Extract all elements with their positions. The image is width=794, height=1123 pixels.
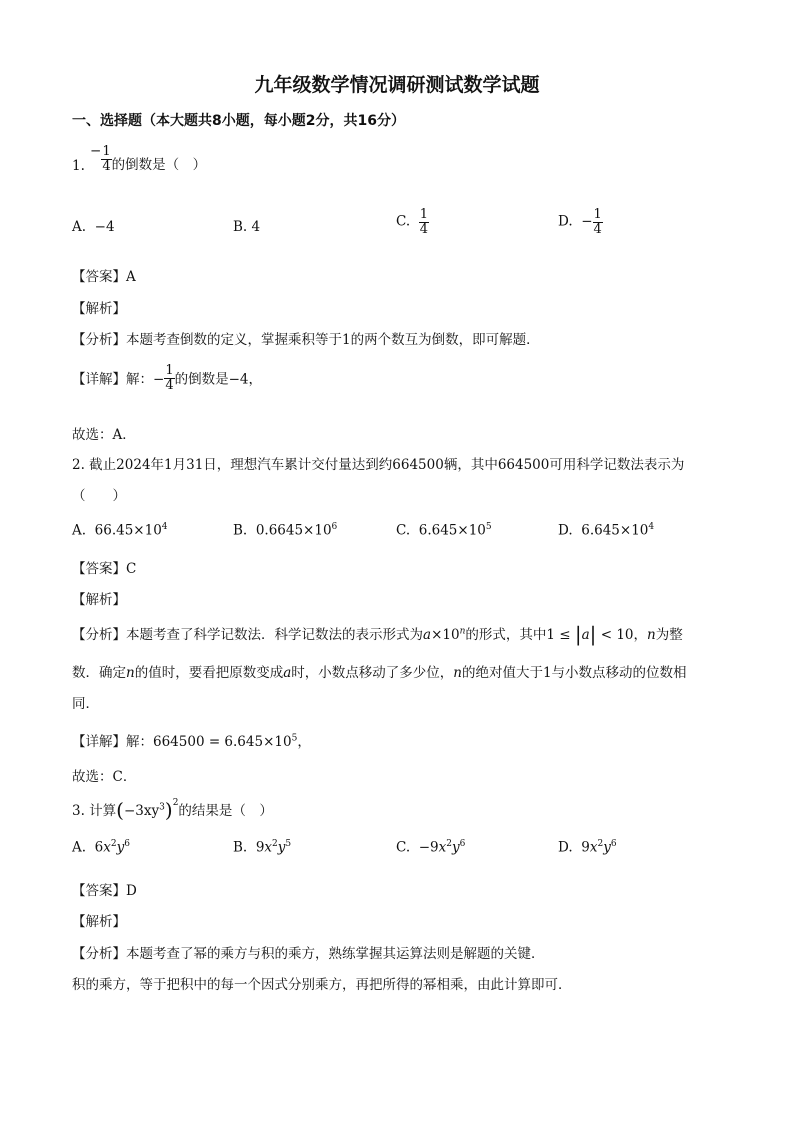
question-number: 1. bbox=[72, 157, 85, 174]
math-variable: n bbox=[453, 665, 462, 681]
answer-value: A bbox=[126, 269, 136, 285]
option-label: C. bbox=[396, 522, 411, 539]
math-expression: −3xy bbox=[123, 803, 160, 819]
abs-bar: | bbox=[589, 622, 597, 646]
question-3-stem bbox=[72, 798, 273, 822]
analysis-cont bbox=[72, 661, 687, 681]
question-1-stem bbox=[72, 143, 206, 174]
coefficient: 9 bbox=[255, 839, 265, 856]
answer-label: 【答案】 bbox=[72, 269, 126, 285]
coefficient: 6 bbox=[94, 839, 104, 856]
fraction bbox=[164, 364, 174, 392]
abs-bar: | bbox=[574, 622, 582, 646]
answer bbox=[72, 265, 136, 285]
math-variable: n bbox=[126, 665, 135, 681]
math-variable: y bbox=[452, 839, 460, 856]
option-value: −4 bbox=[94, 219, 115, 235]
exponent: 2 bbox=[446, 839, 452, 849]
page-title: 九年级数学情况调研测试数学试题 bbox=[254, 74, 540, 96]
option-c bbox=[396, 208, 429, 236]
math-variable: a bbox=[283, 665, 292, 681]
answer-value: D bbox=[126, 883, 137, 899]
fraction bbox=[101, 145, 111, 173]
analysis-text: 数．确定 bbox=[72, 665, 126, 681]
fraction-denominator: 4 bbox=[102, 159, 111, 174]
conclusion: 故选：C． bbox=[72, 769, 137, 785]
option-label: D. bbox=[558, 839, 573, 856]
exponent: 4 bbox=[648, 522, 655, 532]
analysis-label: 【分析】 bbox=[72, 946, 126, 962]
answer bbox=[72, 879, 137, 899]
detail-label: 【详解】 bbox=[72, 371, 126, 388]
coefficient: 9 bbox=[581, 839, 590, 856]
option-label: C. bbox=[396, 213, 411, 230]
question-text: 的结果是（ ） bbox=[178, 803, 273, 819]
exponent: 5 bbox=[285, 839, 292, 849]
option-d bbox=[558, 839, 617, 856]
option-label: D. bbox=[558, 213, 573, 230]
detail-text: 解：664500 = 6.645×10 bbox=[126, 734, 292, 750]
option-value: 0.6645×10 bbox=[255, 522, 332, 539]
option-label: B. bbox=[233, 839, 248, 856]
option-c bbox=[396, 522, 492, 539]
option-value: 4 bbox=[251, 219, 261, 235]
fraction bbox=[593, 208, 603, 236]
analysis-cont: 同． bbox=[72, 696, 99, 712]
exponent: 3 bbox=[159, 802, 165, 813]
option-value: 6.645×10 bbox=[581, 522, 649, 539]
fraction-numerator: 1 bbox=[165, 363, 174, 378]
exponent: 6 bbox=[610, 839, 617, 849]
math-variable: x bbox=[438, 839, 447, 856]
answer-value: C bbox=[126, 561, 137, 577]
analysis-heading: 【解析】 bbox=[72, 301, 126, 317]
minus-sign: − bbox=[581, 213, 593, 230]
question-text: 的倒数是（ ） bbox=[111, 157, 207, 173]
detail bbox=[72, 730, 311, 750]
exponent: 5 bbox=[485, 522, 492, 532]
exponent: 2 bbox=[110, 839, 117, 849]
detail-label: 【详解】 bbox=[72, 734, 126, 750]
paren-close: ) bbox=[164, 798, 173, 822]
math-variable: a bbox=[423, 627, 432, 643]
option-label: A. bbox=[72, 219, 87, 235]
math-variable: y bbox=[277, 839, 286, 856]
analysis-text: 本题考查倒数的定义，掌握乘积等于1的两个数互为倒数，即可解题． bbox=[126, 332, 540, 348]
exponent: 2 bbox=[597, 839, 604, 849]
detail-text: 解：− bbox=[126, 371, 165, 388]
option-b bbox=[233, 219, 260, 235]
math-variable: x bbox=[589, 839, 598, 856]
option-label: B. bbox=[233, 522, 248, 539]
exponent: 6 bbox=[459, 839, 466, 849]
fraction-numerator: 1 bbox=[102, 144, 111, 160]
question-2-stem: 2. 截止2024年1月31日，理想汽车累计交付量达到约664500辆，其中664500可用科学记数法表示为 bbox=[72, 457, 685, 473]
analysis-text: 本题考查了科学记数法．科学记数法的表示形式为 bbox=[126, 627, 423, 643]
option-c bbox=[396, 839, 465, 856]
analysis bbox=[72, 328, 540, 348]
fraction-numerator: 1 bbox=[593, 207, 602, 222]
detail-text: 的倒数是−4， bbox=[174, 371, 262, 388]
exponent: n bbox=[459, 626, 466, 637]
option-label: A. bbox=[72, 522, 87, 539]
analysis-text: 本题考查了幂的乘方与积的乘方，熟练掌握其运算法则是解题的关键． bbox=[126, 946, 545, 962]
option-label: D. bbox=[558, 522, 573, 539]
math-variable: n bbox=[647, 627, 656, 643]
analysis-text: 为整 bbox=[655, 627, 683, 643]
option-b bbox=[233, 839, 291, 856]
math-variable: y bbox=[116, 839, 125, 856]
analysis-heading: 【解析】 bbox=[72, 592, 126, 608]
exponent: 2 bbox=[172, 798, 179, 808]
minus-sign: − bbox=[90, 143, 102, 159]
conclusion: 故选：A． bbox=[72, 427, 136, 443]
math-symbol: ×10 bbox=[431, 627, 460, 643]
option-d bbox=[558, 522, 654, 539]
exponent: 2 bbox=[272, 839, 278, 849]
analysis bbox=[72, 942, 545, 962]
question-2-stem-cont: （ ） bbox=[72, 488, 126, 504]
analysis-text: ， bbox=[633, 627, 647, 643]
answer bbox=[72, 557, 136, 577]
option-label: C. bbox=[396, 839, 411, 856]
option-value: 6.645×10 bbox=[418, 522, 486, 539]
option-value: 66.45×10 bbox=[94, 522, 162, 539]
analysis-text: 时，小数点移动了多少位， bbox=[291, 665, 454, 681]
answer-label: 【答案】 bbox=[72, 883, 126, 899]
analysis-text: 的值时，要看把原数变成 bbox=[134, 665, 284, 681]
analysis-text: 的形式，其中 bbox=[465, 627, 547, 643]
analysis-text: 的绝对值大于1与小数点移动的位数相 bbox=[461, 665, 687, 681]
analysis bbox=[72, 622, 683, 646]
detail bbox=[72, 364, 262, 392]
analysis-label: 【分析】 bbox=[72, 332, 126, 348]
fraction bbox=[419, 208, 429, 236]
fraction-numerator: 1 bbox=[419, 207, 429, 222]
option-a bbox=[72, 839, 130, 856]
option-d bbox=[558, 208, 603, 236]
math-variable: y bbox=[603, 839, 611, 856]
option-label: A. bbox=[72, 839, 87, 856]
option-label: B. bbox=[233, 219, 248, 235]
detail-text: ， bbox=[297, 734, 311, 750]
math-variable: x bbox=[103, 839, 111, 856]
analysis-label: 【分析】 bbox=[72, 627, 126, 643]
answer-label: 【答案】 bbox=[72, 561, 126, 577]
exponent: 4 bbox=[161, 522, 168, 532]
exponent: 6 bbox=[331, 522, 338, 532]
coefficient: −9 bbox=[418, 839, 439, 856]
option-a bbox=[72, 219, 115, 235]
option-b bbox=[233, 522, 337, 539]
math-variable: x bbox=[264, 839, 273, 856]
section-heading: 一、选择题（本大题共8小题，每小题2分，共16分） bbox=[72, 113, 405, 129]
math-symbol: 1 ≤ bbox=[546, 627, 571, 643]
fraction-denominator: 4 bbox=[419, 221, 429, 237]
exponent: 6 bbox=[124, 839, 130, 849]
analysis-heading: 【解析】 bbox=[72, 914, 126, 930]
exponent: 5 bbox=[291, 733, 298, 744]
math-symbol: < 10 bbox=[600, 627, 634, 643]
analysis-cont: 积的乘方，等于把积中的每一个因式分别乘方，再把所得的幂相乘，由此计算即可． bbox=[72, 977, 572, 993]
question-text: 3. 计算 bbox=[72, 803, 117, 819]
fraction-denominator: 4 bbox=[593, 221, 602, 237]
math-variable: a bbox=[581, 627, 590, 643]
paren-open: ( bbox=[116, 798, 124, 822]
option-a bbox=[72, 522, 168, 539]
fraction-denominator: 4 bbox=[165, 377, 174, 393]
